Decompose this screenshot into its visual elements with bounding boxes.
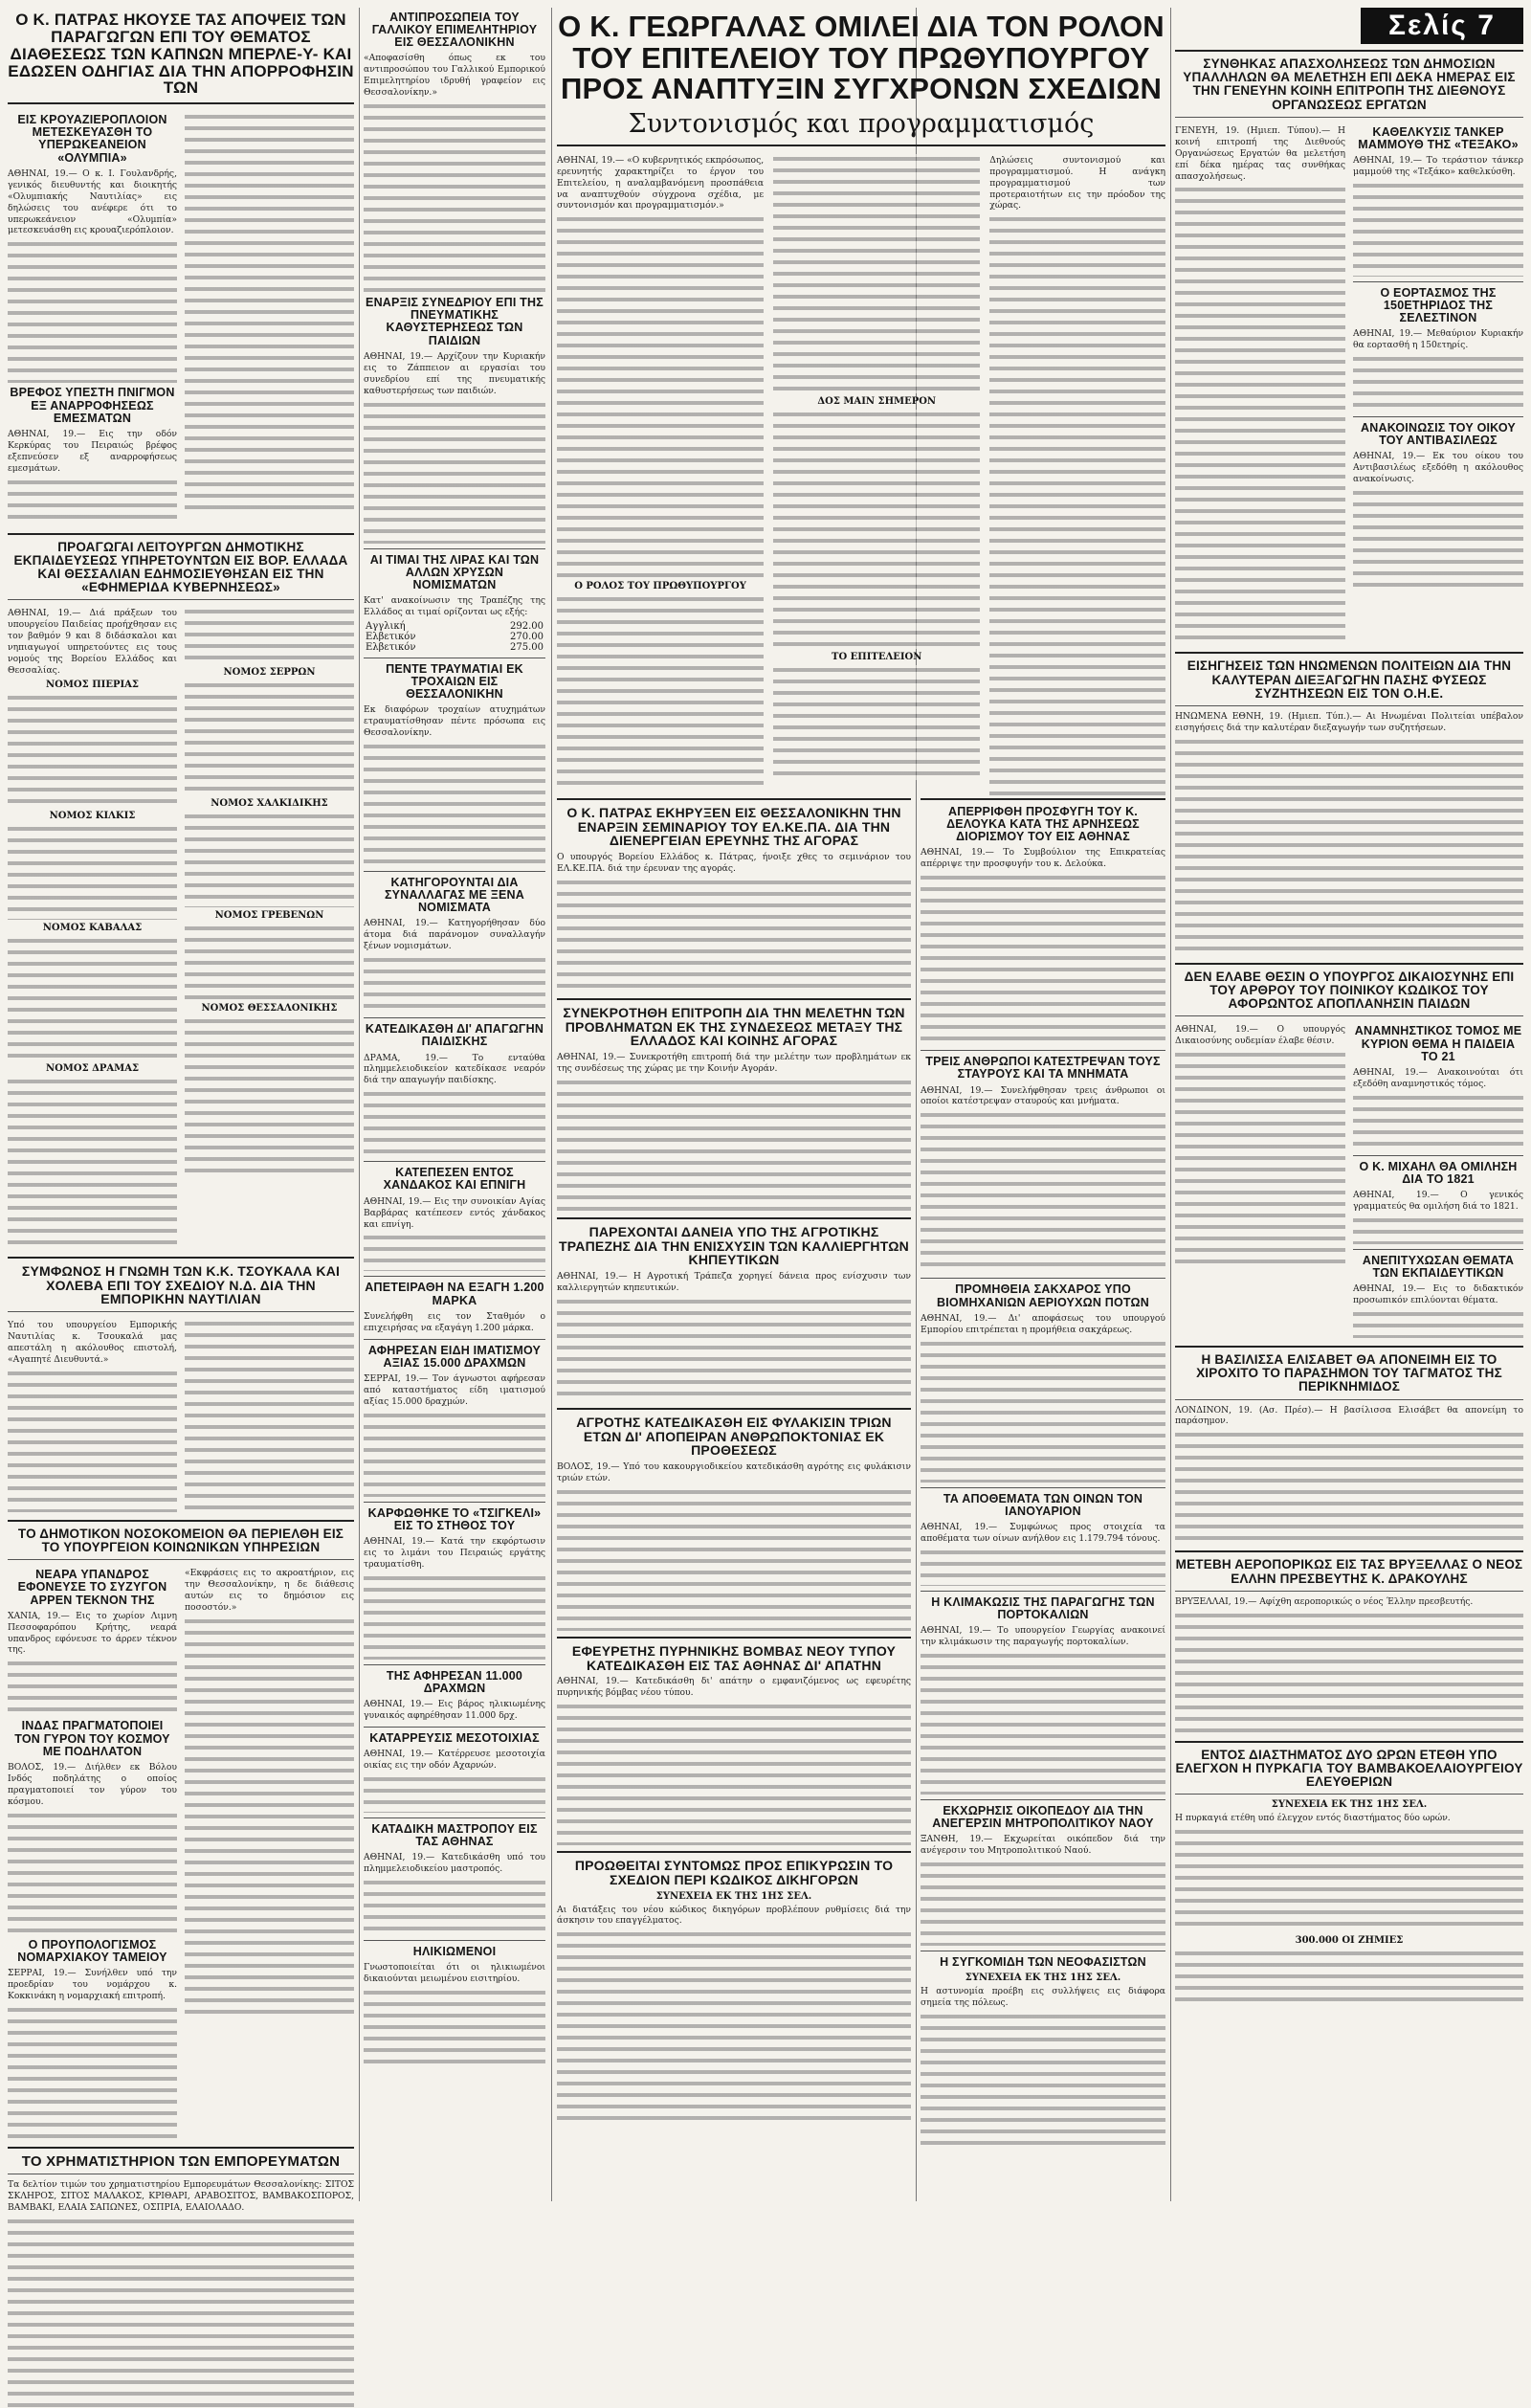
headline: ΚΑΤΑΔΙΚΗ ΜΑΣΤΡΟΠΟΥ ΕΙΣ ΤΑΣ ΑΘΗΝΑΣ (371, 1822, 538, 1849)
article-text: ΑΘΗΝΑΙ, 19.— Ο γενικός γραμματεύς θα ομιλήση διά το 1821. (1353, 1189, 1523, 1212)
section-label: ΝΟΜΟΣ ΧΑΛΚΙΔΙΚΗΣ (211, 798, 328, 810)
headline: ΤΟ ΧΡΗΜΑΤΙΣΤΗΡΙΟΝ ΤΩΝ ΕΜΠΟΡΕΥΜΑΤΩΝ (21, 2152, 341, 2170)
headline: ΕΝΤΟΣ ΔΙΑΣΤΗΜΑΤΟΣ ΔΥΟ ΩΡΩΝ ΕΤΕΘΗ ΥΠΟ ΕΛΕΓΧΟΝ Η ΠΥΡΚΑΓΙΑ ΤΟΥ ΒΑΜΒΑΚΟΕΛΑΙΟΥΡΓΕΙΟΥ ΕΛΕΥΘΕΡΙΩΝ (1175, 1747, 1523, 1790)
article-text: Ο υπουργός Βορείου Ελλάδος κ. Πάτρας, ήνοιξε χθες το σεμινάριον του ΕΛ.ΚΕ.ΠΑ. διά την έρευναν της αγοράς. (557, 852, 911, 875)
subhead: 300.000 ΟΙ ΖΗΜΙΕΣ (1295, 1935, 1404, 1947)
headline: ΚΑΡΦΩΘΗΚΕ ΤΟ «ΤΣΙΓΚΕΛΙ» ΕΙΣ ΤΟ ΣΤΗΘΟΣ ΤΟΥ (367, 1505, 542, 1532)
headline: ΤΡΕΙΣ ΑΝΘΡΩΠΟΙ ΚΑΤΕΣΤΡΕΨΑΝ ΤΟΥΣ ΣΤΑΥΡΟΥΣ ΚΑΙ ΤΑ ΜΝΗΜΑΤΑ (925, 1055, 1161, 1081)
subhead: ΤΟ ΕΠΙΤΕΛΕΙΟΝ (832, 651, 922, 662)
article-text: Κατ' ανακοίνωσιν της Τραπέζης της Ελλάδος αι τιμαί ορίζονται ως εξής: (364, 594, 545, 617)
headline: ΕΚΧΩΡΗΣΙΣ ΟΙΚΟΠΕΔΟΥ ΔΙΑ ΤΗΝ ΑΝΕΓΕΡΣΙΝ ΜΗΤΡΟΠΟΛΙΤΙΚΟΥ ΝΑΟΥ (932, 1803, 1154, 1831)
continuation-label: ΣΥΝΕΧΕΙΑ ΕΚ ΤΗΣ 1ΗΣ ΣΕΛ. (965, 1973, 1121, 1984)
headline: ΚΑΘΕΛΚΥΣΙΣ ΤΑΝΚΕΡ ΜΑΜΜΟΥΘ ΤΗΣ «ΤΕΞΑΚΟ» (1358, 124, 1519, 151)
headline: ΠΕΝΤΕ ΤΡΑΥΜΑΤΙΑΙ ΕΚ ΤΡΟΧΑΙΩΝ ΕΙΣ ΘΕΣΣΑΛΟΝΙΚΗΝ (386, 661, 523, 702)
headline: ΠΑΡΕΧΟΝΤΑΙ ΔΑΝΕΙΑ ΥΠΟ ΤΗΣ ΑΓΡΟΤΙΚΗΣ ΤΡΑΠΕΖΗΣ ΔΙΑ ΤΗΝ ΕΝΙΣΧΥΣΙΝ ΤΩΝ ΚΑΛΛΙΕΡΓΗΤΩΝ ΚΗΠΕΥΤΙΚΩΝ (559, 1223, 909, 1268)
headline: ΠΡΟΜΗΘΕΙΑ ΣΑΚΧΑΡΟΣ ΥΠΟ ΒΙΟΜΗΧΑΝΙΩΝ ΑΕΡΙΟΥΧΩΝ ΠΟΤΩΝ (937, 1282, 1149, 1309)
column-2 (364, 8, 545, 2201)
section-label: ΝΟΜΟΣ ΚΙΛΚΙΣ (49, 811, 136, 822)
column-3 (557, 792, 911, 2201)
headline: ΗΛΙΚΙΩΜΕΝΟΙ (412, 1945, 497, 1959)
headline: ΤΑ ΑΠΟΘΕΜΑΤΑ ΤΩΝ ΟΙΝΩΝ ΤΟΝ ΙΑΝΟΥΑΡΙΟΝ (943, 1491, 1143, 1518)
article-text: Τα δελτίον τιμών του χρηματιστηρίου Εμπορευμάτων Θεσσαλονίκης: ΣΙΤΟΣ ΣΚΛΗΡΟΣ, ΣΙΤΟΣ ΜΑΛΑΚΟΣ, ΚΡΙΘΑΡΙ, ΑΡΑΒΟΣΙΤΟΣ, ΒΑΜΒΑΚΟΣΠΟΡΟΣ, ΒΑΜΒΑΚΙ, ΕΛΑΙΑ ΣΑΠΩΝΕΣ, ΟΣΠΡΙΑ, ΕΛΑΙΟΛΑΔΟ. (8, 2179, 354, 2214)
headline: ΕΦΕΥΡΕΤΗΣ ΠΥΡΗΝΙΚΗΣ ΒΟΜΒΑΣ ΝΕΟΥ ΤΥΠΟΥ ΚΑΤΕΔΙΚΑΣΘΗ ΕΙΣ ΤΑΣ ΑΘΗΝΑΣ ΔΙ' ΑΠΑΤΗΝ (571, 1642, 897, 1673)
headline: ΑΝΕΠΙΤΥΧΩΣΑΝ ΘΕΜΑΤΑ ΤΩΝ ΕΚΠΑΙΔΕΥΤΙΚΩΝ (1362, 1253, 1515, 1280)
article-text: ΑΘΗΝΑΙ, 19.— Δι' αποφάσεως του υπουργού Εμπορίου επιτρέπεται η προμήθεια σακχάρεως. (921, 1312, 1165, 1335)
article-text: ΧΑΝΙΑ, 19.— Εις το χωρίον Λιμνη Πεσσοφαρόπου Κρήτης, νεαρά υπανδρος εφόνευσε το άρρεν τέκνον της. (8, 1610, 177, 1656)
lead-kicker: Συντονισμός και προγραμματισμός (628, 108, 1095, 139)
headline: ΕΙΣ ΚΡΟΥΑΖΙΕΡΟΠΛΟΙΟΝ ΜΕΤΕΣΚΕΥΑΣΘΗ ΤΟ ΥΠΕΡΩΚΕΑΝΕΙΟΝ «ΟΛΥΜΠΙΑ» (17, 113, 167, 165)
lead-headline: Ο Κ. ΓΕΩΡΓΑΛΑΣ ΟΜΙΛΕΙ ΔΙΑ ΤΟΝ ΡΟΛΟΝ ΤΟΥ ΕΠΙΤΕΛΕΙΟΥ ΤΟΥ ΠΡΩΘΥΠΟΥΡΓΟΥ ΠΡΟΣ ΑΝΑΠΤΥΞΙΝ ΣΥΓΧΡΟΝΩΝ ΣΧΕΔΙΩΝ (558, 10, 1165, 106)
article-text: ΑΘΗΝΑΙ, 19.— Ο υπουργός Δικαιοσύνης ουδεμίαν έλαβε θέσιν. (1175, 1024, 1345, 1047)
section-label: ΝΟΜΟΣ ΔΡΑΜΑΣ (45, 1063, 140, 1075)
article-text: Δηλώσεις συντονισμού και προγραμματισμού. Η ανάγκη προγραμματισμού των προτεραιοτήτων εις την πρόοδον της χώρας. (989, 154, 1165, 212)
section-label: ΝΟΜΟΣ ΘΕΣΣΑΛΟΝΙΚΗΣ (201, 1003, 338, 1014)
article-text: ΑΘΗΝΑΙ, 19.— Κατά την εκφόρτωσιν εις το λιμάνι του Πειραιώς εργάτης τραυματίσθη. (364, 1535, 545, 1570)
headline: Η ΚΛΙΜΑΚΩΣΙΣ ΤΗΣ ΠΑΡΑΓΩΓΗΣ ΤΩΝ ΠΟΡΤΟΚΑΛΙΩΝ (931, 1594, 1155, 1621)
headline: ΤΟ ΔΗΜΟΤΙΚΟΝ ΝΟΣΟΚΟΜΕΙΟΝ ΘΑ ΠΕΡΙΕΛΘΗ ΕΙΣ ΤΟ ΥΠΟΥΡΓΕΙΟΝ ΚΟΙΝΩΝΙΚΩΝ ΥΠΗΡΕΣΙΩΝ (17, 1526, 344, 1555)
headline: ΝΕΑΡΑ ΥΠΑΝΔΡΟΣ ΕΦΟΝΕΥΣΕ ΤΟ ΣΥΖΥΓΟΝ ΑΡΡΕΝ ΤΕΚΝΟΝ ΤΗΣ (17, 1568, 167, 1607)
column-4 (921, 792, 1165, 2201)
article-text: ΒΡΥΞΕΛΛΑΙ, 19.— Αφίχθη αεροπορικώς ο νέος Έλλην πρεσβευτής. (1175, 1595, 1474, 1607)
headline: ΚΑΤΗΓΟΡΟΥΝΤΑΙ ΔΙΑ ΣΥΝΑΛΛΑΓΑΣ ΜΕ ΞΕΝΑ ΝΟΜΙΣΜΑΤΑ (384, 876, 524, 915)
headline: ΑΓΡΟΤΗΣ ΚΑΤΕΔΙΚΑΣΘΗ ΕΙΣ ΦΥΛΑΚΙΣΙΝ ΤΡΙΩΝ ΕΤΩΝ ΔΙ' ΑΠΟΠΕΙΡΑΝ ΑΝΘΡΩΠΟΚΤΟΝΙΑΣ ΕΚ ΠΡΟΘΕΣΕΩΣ (576, 1414, 892, 1459)
section-label: ΝΟΜΟΣ ΚΑΒΑΛΑΣ (42, 923, 143, 934)
headline: ΚΑΤΕΔΙΚΑΣΘΗ ΔΙ' ΑΠΑΓΩΓΗΝ ΠΑΙΔΙΣΚΗΣ (365, 1022, 544, 1049)
article-text: ΑΘΗΝΑΙ, 19.— Συμφώνως προς στοιχεία τα αποθέματα των οίνων ανήλθον εις 1.179.794 τόνους. (921, 1521, 1165, 1544)
article-text: ΒΟΛΟΣ, 19.— Διήλθεν εκ Βόλου Ινδός ποδηλάτης ο οποίος πραγματοποιεί τον γύρον του κόσμου. (8, 1761, 177, 1807)
column-5 (1175, 8, 1523, 2201)
article-text: ΑΘΗΝΑΙ, 19.— Αρχίζουν την Κυριακήν εις το Ζάππειον αι εργασίαι του συνεδρίου επί της πνευματικής καθυστερήσεως των παιδιών. (364, 350, 545, 396)
headline: ΙΝΔΑΣ ΠΡΑΓΜΑΤΟΠΟΙΕΙ ΤΟΝ ΓΥΡΟΝ ΤΟΥ ΚΟΣΜΟΥ ΜΕ ΠΟΔΗΛΑΤΟΝ (14, 1719, 170, 1758)
headline: Η ΣΥΓΚΟΜΙΔΗ ΤΩΝ ΝΕΟΦΑΣΙΣΤΩΝ (940, 1955, 1146, 1970)
article-text: ΑΘΗΝΑΙ, 19.— Συνελήφθησαν τρεις άνθρωποι οι οποίοι κατέστρεψαν σταυρούς και μνήματα. (921, 1084, 1165, 1107)
article-text: ΛΟΝΔΙΝΟΝ, 19. (Ασ. Πρέσ).— Η βασίλισσα Ελισάβετ θα απονείμη το παράσημον. (1175, 1404, 1523, 1427)
column-1 (8, 8, 354, 2214)
headline: ΚΑΤΕΠΕΣΕΝ ΕΝΤΟΣ ΧΑΝΔΑΚΟΣ ΚΑΙ ΕΠΝΙΓΗ (383, 1166, 526, 1193)
headline: Η ΒΑΣΙΛΙΣΣΑ ΕΛΙΣΑΒΕΤ ΘΑ ΑΠΟΝΕΙΜΗ ΕΙΣ ΤΟ ΧΙΡΟΧΙΤΟ ΤΟ ΠΑΡΑΣΗΜΟΝ ΤΟΥ ΤΑΓΜΑΤΟΣ ΤΗΣ ΠΕΡΙΚΝΗΜΙΔΟΣ (1196, 1351, 1502, 1394)
headline: Ο Κ. ΜΙΧΑΗΛ ΘΑ ΟΜΙΛΗΣΗ ΔΙΑ ΤΟ 1821 (1359, 1159, 1518, 1186)
headline: ΑΝΤΙΠΡΟΣΩΠΕΙΑ ΤΟΥ ΓΑΛΛΙΚΟΥ ΕΠΙΜΕΛΗΤΗΡΙΟΥ ΕΙΣ ΘΕΣΣΑΛΟΝΙΚΗΝ (371, 11, 538, 50)
article-text: ΑΘΗΝΑΙ, 19.— Ανακοινούται ότι εξεδόθη αναμνηστικός τόμος. (1353, 1066, 1523, 1089)
article-text: ΑΘΗΝΑΙ, 19.— Διά πράξεων του υπουργείου Παιδείας προήχθησαν εις τον βαθμόν 9 και 8 διδάσκαλοι και νηπιαγωγοί υπηρετούντες εις τους νομούς της Βορείου Ελλάδος και Θεσσαλίας. (8, 608, 177, 677)
continuation-label: ΣΥΝΕΧΕΙΑ ΕΚ ΤΗΣ 1ΗΣ ΣΕΛ. (1271, 1799, 1428, 1811)
headline: ΕΝΑΡΞΙΣ ΣΥΝΕΔΡΙΟΥ ΕΠΙ ΤΗΣ ΠΝΕΥΜΑΤΙΚΗΣ ΚΑΘΥΣΤΕΡΗΣΕΩΣ ΤΩΝ ΠΑΙΔΙΩΝ (366, 296, 544, 347)
article-text: ΑΘΗΝΑΙ, 19.— Εις βάρος ηλικιωμένης γυναικός αφηρέθησαν 11.000 δρχ. (364, 1699, 545, 1722)
headline: Ο ΠΡΟΥΠΟΛΟΓΙΣΜΟΣ ΝΟΜΑΡΧΙΑΚΟΥ ΤΑΜΕΙΟΥ (17, 1937, 167, 1964)
article-text: Αι διατάξεις του νέου κώδικος δικηγόρων προβλέπουν ρυθμίσεις διά την άσκησιν του επαγγέλματος. (557, 1904, 911, 1927)
page-number-badge: Σελίς 7 (1361, 8, 1523, 44)
headline: ΜΕΤΕΒΗ ΑΕΡΟΠΟΡΙΚΩΣ ΕΙΣ ΤΑΣ ΒΡΥΞΕΛΛΑΣ Ο ΝΕΟΣ ΕΛΛΗΝ ΠΡΕΣΒΕΥΤΗΣ Κ. ΔΡΑΚΟΥΛΗΣ (1175, 1557, 1523, 1586)
article-text: ΑΘΗΝΑΙ, 19.— Συνεκροτήθη επιτροπή διά την μελέτην των προβλημάτων εκ της συνδέσεως της χώρας με την Κοινήν Αγοράν. (557, 1052, 911, 1074)
article-text: ΣΕΡΡΑΙ, 19.— Συνήλθεν υπό την προεδρίαν του νομάρχου κ. Κοκκινάκη η νομαρχιακή επιτροπή. (8, 1967, 177, 2001)
article-text: ΓΕΝΕΥΗ, 19. (Ημιεπ. Τύπου).— Η κοινή επιτροπή της Διεθνούς Οργανώσεως Εργατών θα μελετήση επί δέκα ημέρας τας συνθήκας απασχολήσεως. (1175, 124, 1345, 182)
headline: ΒΡΕΦΟΣ ΥΠΕΣΤΗ ΠΝΙΓΜΟΝ ΕΞ ΑΝΑΡΡΟΦΗΣΕΩΣ ΕΜΕΣΜΑΤΩΝ (10, 386, 175, 425)
article-text: ΑΘΗΝΑΙ, 19.— Κατεδικάσθη δι' απάτην ο εμφανιζόμενος ως εφευρέτης πυρηνικής βόμβας νέου τύπου. (557, 1676, 911, 1699)
headline: ΤΗΣ ΑΦΗΡΕΣΑΝ 11.000 ΔΡΑΧΜΩΝ (386, 1668, 523, 1695)
headline: ΑΦΗΡΕΣΑΝ ΕΙΔΗ ΙΜΑΤΙΣΜΟΥ ΑΞΙΑΣ 15.000 ΔΡΑΧΜΩΝ (367, 1343, 542, 1370)
article-text: ΑΘΗΝΑΙ, 19.— Εις το διδακτικόν προσωπικόν επιλύονται θέματα. (1353, 1283, 1523, 1306)
article-text: ΑΘΗΝΑΙ, 19.— Ο κ. Ι. Γουλανδρής, γενικός διευθυντής και διοικητής «Ολυμπιακής Ναυτιλίας» εις δηλώσεις του ανέφερε ότι το υπερωκεάνειον «Ολυμπία» μετεσκευάσθη εις κρουαζιερόπλοιον. (8, 167, 177, 236)
headline: ΑΙ ΤΙΜΑΙ ΤΗΣ ΛΙΡΑΣ ΚΑΙ ΤΩΝ ΑΛΛΩΝ ΧΡΥΣΩΝ ΝΟΜΙΣΜΑΤΩΝ (369, 552, 540, 591)
article-text: ΞΑΝΘΗ, 19.— Εκχωρείται οικόπεδον διά την ανέγερσιν του Μητροπολιτικού Ναού. (921, 1834, 1165, 1857)
headline: ΑΝΑΚΟΙΝΩΣΙΣ ΤΟΥ ΟΙΚΟΥ ΤΟΥ ΑΝΤΙΒΑΣΙΛΕΩΣ (1361, 421, 1516, 448)
article-text: ΑΘΗΝΑΙ, 19.— Εις την οδόν Κερκύρας του Πειραιώς βρέφος εξεπνεύσεν εξ αναρροφήσεως εμεσμάτων. (8, 428, 177, 474)
headline: ΕΙΣΗΓΗΣΕΙΣ ΤΩΝ ΗΝΩΜΕΝΩΝ ΠΟΛΙΤΕΙΩΝ ΔΙΑ ΤΗΝ ΚΑΛΥΤΕΡΑΝ ΔΙΕΞΑΓΩΓΗΝ ΠΑΣΗΣ ΦΥΣΕΩΣ ΣΥΖΗΤΗΣΕΩΝ ΕΙΣ ΤΟΝ Ο.Η.Ε. (1187, 658, 1512, 701)
article-text: ΑΘΗΝΑΙ, 19.— Το υπουργείον Γεωργίας ανακοινεί την κλιμάκωσιν της παραγωγής πορτοκαλίων. (921, 1625, 1165, 1647)
article-text: Γνωστοποιείται ότι οι ηλικιωμένοι δικαιούνται μειωμένου εισιτηρίου. (364, 1962, 545, 1985)
article-text: Εκ διαφόρων τροχαίων ατυχημάτων ετραυματίσθησαν πέντε πρόσωπα εις Θεσσαλονίκην. (364, 704, 545, 739)
headline: Ο Κ. ΠΑΤΡΑΣ ΗΚΟΥΣΕ ΤΑΣ ΑΠΟΨΕΙΣ ΤΩΝ ΠΑΡΑΓΩΓΩΝ ΕΠΙ ΤΟΥ ΘΕΜΑΤΟΣ ΔΙΑΘΕΣΕΩΣ ΤΩΝ ΚΑΠΝΩΝ ΜΠΕΡΛΕ-Υ- ΚΑΙ ΕΔΩΣΕΝ ΟΔΗΓΙΑΣ ΔΙΑ ΤΗΝ ΑΠΟΡΡΟΦΗΣΙΝ ΤΩΝ (8, 11, 354, 98)
table-row: Αγγλική 292.00 (366, 620, 544, 632)
article-text: ΒΟΛΟΣ, 19.— Υπό του κακουργιοδικείου κατεδικάσθη αγρότης εις φυλάκισιν τριών ετών. (557, 1460, 911, 1483)
article-text: ΑΘΗΝΑΙ, 19.— Εις την συνοικίαν Αγίας Βαρβάρας κατέπεσεν εντός χάνδακος και επνίγη. (364, 1195, 545, 1230)
continuation-label: ΣΥΝΕΧΕΙΑ ΕΚ ΤΗΣ 1ΗΣ ΣΕΛ. (655, 1890, 812, 1902)
section-label: ΝΟΜΟΣ ΓΡΕΒΕΝΩΝ (214, 910, 324, 922)
article-text: ΑΘΗΝΑΙ, 19.— Εκ του οίκου του Αντιβασιλέως εξεδόθη η ακόλουθος ανακοίνωσις. (1353, 451, 1523, 485)
article-text: ΑΘΗΝΑΙ, 19.— Το Συμβούλιον της Επικρατείας απέρριψε την προσφυγήν του κ. Δελούκα. (921, 847, 1165, 870)
article-text: ΗΝΩΜΕΝΑ ΕΘΝΗ, 19. (Ημιεπ. Τύπ.).— Αι Ηνωμέναι Πολιτείαι υπέβαλον εισηγήσεις διά την καλυτέραν διεξαγωγήν των συζητήσεων. (1175, 710, 1523, 733)
article-text: ΑΘΗΝΑΙ, 19.— «Ο κυβερνητικός εκπρόσωπος, ερευνητής χαρακτηρίζει το έργον του Επιτελείου, η αναλαμβανόμενη προσπάθεια να αναπτυχθούν σύγχρονα σχέδια, με συντονισμόν και προγραμματισμόν.» (557, 154, 765, 212)
article-text: ΔΡΑΜΑ, 19.— Το ενταύθα πλημμελειοδικείον κατεδίκασε νεαρόν διά την απαγωγήν παιδίσκης. (364, 1052, 545, 1086)
subhead: ΔΟΣ ΜΑΙΝ ΣΗΜΕΡΟΝ (817, 395, 937, 407)
headline: ΑΠΕΤΕΙΡΑΘΗ ΝΑ ΕΞΑΓΗ 1.200 ΜΑΡΚΑ (365, 1281, 544, 1307)
subhead: Ο ΡΟΛΟΣ ΤΟΥ ΠΡΩΘΥΠΟΥΡΓΟΥ (574, 581, 746, 592)
article-text: Η αστυνομία προέβη εις συλλήψεις εις διάφορα σημεία της πόλεως. (921, 1986, 1165, 2009)
headline: Ο Κ. ΠΑΤΡΑΣ ΕΚΗΡΥΞΕΝ ΕΙΣ ΘΕΣΣΑΛΟΝΙΚΗΝ ΤΗΝ ΕΝΑΡΞΙΝ ΣΕΜΙΝΑΡΙΟΥ ΤΟΥ ΕΛ.ΚΕ.ΠΑ. ΔΙΑ ΤΗΝ ΔΙΕΝΕΡΓΕΙΑΝ ΕΡΕΥΝΗΣ ΤΗΣ ΑΓΟΡΑΣ (566, 805, 901, 849)
article-text: ΑΘΗΝΑΙ, 19.— Κατεδικάσθη υπό του πλημμελειοδικείου μαστροπός. (364, 1852, 545, 1875)
article-text: ΑΘΗΝΑΙ, 19.— Η Αγροτική Τράπεζα χορηγεί δάνεια προς ενίσχυσιν των καλλιεργητών κηπευτικών. (557, 1271, 911, 1293)
section-label: ΝΟΜΟΣ ΠΙΕΡΙΑΣ (46, 680, 139, 691)
article-text: «Εκφράσεις εις το ακροατήριον, εις την Θεσσαλονίκην, η δε διάθεσις αυτών εις το δημόσιον εις ποσοστόν.» (185, 1568, 354, 1614)
article-text: ΣΕΡΡΑΙ, 19.— Τον άγνωστοι αφήρεσαν από καταστήματος είδη ιματισμού αξίας 15.000 δραχμών. (364, 1372, 545, 1407)
article-text: Συνελήφθη εις τον Σταθμόν ο επιχειρήσας να εξαγάγη 1.200 μάρκα. (364, 1310, 545, 1333)
headline: ΑΝΑΜΝΗΣΤΙΚΟΣ ΤΟΜΟΣ ΜΕ ΚΥΡΙΟΝ ΘΕΜΑ Η ΠΑΙΔΕΙΑ ΤΟ 21 (1354, 1024, 1522, 1063)
gold-price-table (364, 621, 545, 653)
section-label: ΝΟΜΟΣ ΣΕΡΡΩΝ (223, 667, 316, 679)
article-text: ΑΘΗΝΑΙ, 19.— Κατέρρευσε μεσοτοιχία οικίας εις την οδόν Αχαρνών. (364, 1749, 545, 1772)
article-text: ΑΘΗΝΑΙ, 19.— Το τεράστιον τάνκερ μαμμούθ της «Τεξάκο» καθελκύσθη. (1353, 154, 1523, 177)
headline: ΠΡΟΑΓΩΓΑΙ ΛΕΙΤΟΥΡΓΩΝ ΔΗΜΟΤΙΚΗΣ ΕΚΠΑΙΔΕΥΣΕΩΣ ΥΠΗΡΕΤΟΥΝΤΩΝ ΕΙΣ ΒΟΡ. ΕΛΛΑΔΑ ΚΑΙ ΘΕΣΣΑΛΙΑΝ ΕΔΗΜΟΣΙΕΥΘΗΣΑΝ ΕΙΣ ΤΗΝ «ΕΦΗΜΕΡΙΔΑ ΚΥΒΕΡΝΗΣΕΩΣ» (13, 539, 348, 595)
table-row: Ελβετικόν 270.00 (366, 631, 544, 642)
headline: ΣΥΝΘΗΚΑΣ ΑΠΑΣΧΟΛΗΣΕΩΣ ΤΩΝ ΔΗΜΟΣΙΩΝ ΥΠΑΛΛΗΛΩΝ ΘΑ ΜΕΛΕΤΗΣΗ ΕΠΙ ΔΕΚΑ ΗΜΕΡΑΣ ΕΙΣ ΤΗΝ ΓΕΝΕΥΗΝ ΚΟΙΝΗ ΕΠΙΤΡΟΠΗ ΤΗΣ ΔΙΕΘΝΟΥΣ ΟΡΓΑΝΩΣΕΩΣ ΕΡΓΑΤΩΝ (1183, 56, 1516, 112)
headline: ΠΡΟΩΘΕΙΤΑΙ ΣΥΝΤΟΜΩΣ ΠΡΟΣ ΕΠΙΚΥΡΩΣΙΝ ΤΟ ΣΧΕΔΙΟΝ ΠΕΡΙ ΚΩΔΙΚΟΣ ΔΙΚΗΓΟΡΩΝ (574, 1858, 894, 1887)
headline: ΑΠΕΡΡΙΦΘΗ ΠΡΟΣΦΥΓΗ ΤΟΥ Κ. ΔΕΛΟΥΚΑ ΚΑΤΑ ΤΗΣ ΑΡΝΗΣΕΩΣ ΔΙΟΡΙΣΜΟΥ ΤΟΥ ΕΙΣ ΑΘΗΝΑΣ (946, 805, 1140, 844)
article-text: «Αποφασίσθη όπως εκ του αντιπροσώπου του Γαλλικού Εμπορικού Επιμελητηρίου ιδρυθή γραφείον εις Θεσσαλονίκην.» (364, 53, 545, 99)
article-text: ΑΘΗΝΑΙ, 19.— Μεθαύριον Κυριακήν θα εορτασθή η 150ετηρίς. (1353, 328, 1523, 351)
article-text: ΑΘΗΝΑΙ, 19.— Κατηγορήθησαν δύο άτομα διά παράνομον συναλλαγήν ξένων νομισμάτων. (364, 918, 545, 952)
headline: ΔΕΝ ΕΛΑΒΕ ΘΕΣΙΝ Ο ΥΠΟΥΡΓΟΣ ΔΙΚΑΙΟΣΥΝΗΣ ΕΠΙ ΤΟΥ ΑΡΘΡΟΥ ΤΟΥ ΠΟΙΝΙΚΟΥ ΚΩΔΙΚΟΣ ΤΟΥ ΑΦΟΡΩΝΤΟΣ ΑΠΟΠΛΑΝΗΣΙΝ ΠΑΙΔΩΝ (1184, 969, 1515, 1012)
headline: ΣΥΜΦΩΝΟΣ Η ΓΝΩΜΗ ΤΩΝ Κ.Κ. ΤΣΟΥΚΑΛΑ ΚΑΙ ΧΟΛΕΒΑ ΕΠΙ ΤΟΥ ΣΧΕΔΙΟΥ Ν.Δ. ΔΙΑ ΤΗΝ ΕΜΠΟΡΙΚΗΝ ΝΑΥΤΙΛΙΑΝ (21, 1263, 341, 1307)
headline: Ο ΕΟΡΤΑΣΜΟΣ ΤΗΣ 150ΕΤΗΡΙΔΟΣ ΤΗΣ ΣΕΛΕΣΤΙΝΟΝ (1380, 285, 1497, 325)
article-text: Υπό του υπουργείου Εμπορικής Ναυτιλίας κ. Τσουκαλά μας απεστάλη η ακόλουθος επιστολή, «Αγαπητέ Διευθυντά.» (8, 1320, 177, 1365)
headline: ΚΑΤΑΡΡΕΥΣΙΣ ΜΕΣΟΤΟΙΧΙΑΣ (369, 1731, 540, 1745)
article-text: Η πυρκαγιά ετέθη υπό έλεγχον εντός διαστήματος δύο ωρών. (1175, 1813, 1451, 1824)
headline: ΣΥΝΕΚΡΟΤΗΘΗ ΕΠΙΤΡΟΠΗ ΔΙΑ ΤΗΝ ΜΕΛΕΤΗΝ ΤΩΝ ΠΡΟΒΛΗΜΑΤΩΝ ΕΚ ΤΗΣ ΣΥΝΔΕΣΕΩΣ ΜΕΤΑΞΥ ΤΗΣ ΕΛΛΑΔΟΣ ΚΑΙ ΚΟΙΝΗΣ ΑΓΟΡΑΣ (563, 1004, 905, 1049)
newspaper-page (8, 8, 1523, 2214)
table-row: Ελβετικόν 275.00 (366, 641, 544, 653)
